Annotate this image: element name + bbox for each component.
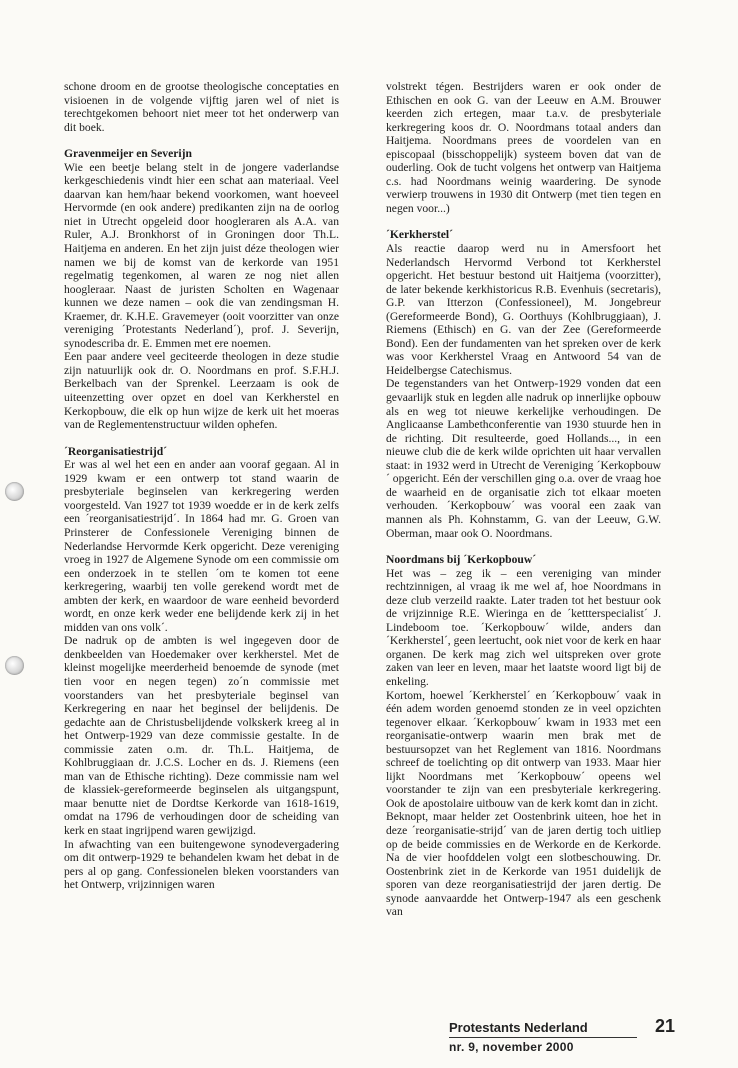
footer-divider: [449, 1037, 637, 1038]
publication-title: Protestants Nederland: [449, 1020, 588, 1035]
issue-info: nr. 9, november 2000: [449, 1040, 574, 1054]
continued-paragraph: volstrekt tégen. Bestrijders waren er ook onder de Ethischen en ook G. van der Leeuw en A.M. Brouwer keerden zich ertegen, maar t.a.v. de presbyteriale kerkregering koos dr. O. Noordmans totaal anders dan Haitjema. Noordmans prees de voordelen van en episcopaal (bisschoppelijk) systeem boven dat van de ouderling. Ook de tucht volgens het ontwerp van Haitjema c.s. had Noordmans weinig waardering. De synode verwierp trouwens in 1930 dit Ontwerp (met tien tegen en negen voor...): [386, 80, 661, 215]
paragraph: De tegenstanders van het Ontwerp-1929 vonden dat een gevaarlijk stuk en legden alle nadruk op innerlijke opbouw als en weg tot nieuwe kerkelijke verhoudingen. De Anglicaanse Lambethconferentie van 1930 stuurde hen in de richting. Dit resulteerde, goed Hollands..., in een nieuwe club die de kerk wilde oprichten uit haar vervallen staat: in 1932 werd in Utrecht de Vereniging ´Kerkopbouw´ opgericht. Eén der verschillen ging o.a. over de vraag hoe de waarheid en de organisatie zich tot elkaar moeten verhouden. ´Kerkopbouw´ was vooral een zaak van mannen als Ph. Kohnstamm, G. van der Leeuw, G.W. Oberman, maar ook O. Noordmans.: [386, 377, 661, 540]
heading-noordmans-kerkopbouw: Noordmans bij ´Kerkopbouw´: [386, 553, 537, 567]
paragraph: Het was – zeg ik – een vereniging van minder rechtzinnigen, al vraag ik me wel af, hoe Noordmans in deze club verzeild raakte. Later traden tot het bestuur ook de vrijzinnige R.E. Wieringa en de ´kettterspecialist´ J. Lindeboom toe. ´Kerkopbouw´ wilde, anders dan ´Kerkherstel´, geen leertucht, ook niet voor de kerk en haar organen. De kerk mag zich wel uitspreken over grote zaken van leer en leven, maar het laatste woord ligt bij de enkeling.: [386, 566, 661, 688]
paragraph: Wie een beetje belang stelt in de jongere vaderlandse kerkgeschiedenis vindt hier een schat aan materiaal. Veel daarvan kan hem/haar bekend voorkomen, want hoeveel Hervormde (en ook andere) predikanten zijn na de oorlog niet in Utrecht opgeleid door hoogleraren als A.A. van Ruler, A.J. Bronkhorst of in Groningen door Th.L. Haitjema en anderen. En het zijn juist déze theologen wier namen we bij de komst van de kerkorde van 1951 regelmatig tegenkomen, al waren ze nog niet allen hoogleraar. Naast de juristen Scholten en Wagenaar kunnen we deze namen – ook die van zendingsman H. Kraemer, dr. K.H.E. Gravemeyer (ooit voorzitter van onze vereniging ´Protestants Nederland´), prof. J. Severijn, synodescriba dr. E. Emmen met ere noemen.: [64, 160, 339, 350]
heading-gravenmeijer-severijn: Gravenmeijer en Severijn: [64, 147, 192, 161]
left-column: [64, 80, 339, 892]
binder-hole-top: [5, 482, 24, 501]
intro-paragraph: schone droom en de grootse theologische conceptaties en visioenen in de volgende vijftig jaren wel of niet is terechtgekomen behoort niet meer tot het onderwerp van dit boek.: [64, 80, 339, 134]
paragraph: De nadruk op de ambten is wel ingegeven door de denkbeelden van Hoedemaker over kerkherstel. Met de kleinst mogelijke meerderheid benoemde de synode (met tien voor en negen tegen) zo´n commissie met voorstanders van het presbyteriale beginsel van Kerkregering en naar het beginsel der belijdenis. De gedachte aan de Christusbelijdende volkskerk kreeg al in het Ontwerp-1929 van deze commissie gestalte. In de commissie zaten o.m. dr. Th.L. Haitjema, de Kohlbruggiaan dr. J.C.S. Locher en ds. J. Riemens (een man van de Ethische richting). Deze commissie nam wel de klassiek-gereformeerde beginselen als uitgangspunt, maar benutte niet de Dordtse Kerkorde van 1618-1619, omdat na 1796 de verhoudingen door de scheiding van kerk en staat ingrijpend waren gewijzigd.: [64, 634, 339, 837]
paragraph: Kortom, hoewel ´Kerkherstel´ en ´Kerkopbouw´ vaak in één adem worden genoemd stonden ze in veel opzichten tegenover elkaar. ´Kerkopbouw´ kwam in 1933 met een reorganisatie-ontwerp waarin men brak met de bestuursopzet van het Reglement van 1816. Noordmans schreef de toelichting op dit ontwerp van 1933. Maar hier lijkt Noordmans met ´Kerkopbouw´ opeens wel voorstander te zijn van een presbyteriale kerkregering. Ook de apostolaire uitbouw van de kerk komt dan in zicht.: [386, 688, 661, 810]
heading-reorganisatiestrijd: ´Reorganisatiestrijd´: [64, 444, 168, 458]
right-column: [386, 80, 661, 919]
paragraph: Beknopt, maar helder zet Oostenbrink uiteen, hoe het in deze ´reorganisatie-strijd´ van de jaren dertig toch uitliep op de beide commissies en de Werkorde en de Kerkorde. Na de vier hoofddelen volgt een slotbeschouwing. Dr. Oostenbrink ziet in de Kerkorde van 1951 duidelijk de sporen van deze reorganisatiestrijd der jaren dertig. De synode aanvaardde het Ontwerp-1947 als een geschenk van: [386, 810, 661, 919]
paragraph: Er was al wel het een en ander aan vooraf gegaan. Al in 1929 kwam er een ontwerp tot stand waarin de presbyteriale beginselen van kerkregering werden voorgesteld. Van 1927 tot 1939 woedde er in de kerk zelfs een ´reorganisatiestrijd´. In 1864 had mr. G. Groen van Prinsterer de Confessionele Vereniging binnen de Nederlandse Hervormde Kerk opgericht. Deze vereniging vroeg in 1927 de Algemene Synode om een commissie om een onderzoek in te stellen ´om te komen tot eene kerkregering, waarbij ten volle gerekend wordt met de ambten der kerk, en waardoor de ware eenheid bevorderd wordt, en onze kerk weder ene belijdende kerk zij in het midden van ons volk´.: [64, 458, 339, 634]
paragraph: Een paar andere veel geciteerde theologen in deze studie zijn natuurlijk ook dr. O. Noordmans en prof. S.F.H.J. Berkelbach van der Sprenkel. Leerzaam is ook de uiteenzetting over opzet en doel van Kerkherstel en Kerkopbouw, die elk op hun wijze de kerk uit het moeras van de Reglementenstructuur wilden ophefen.: [64, 350, 339, 432]
paragraph: In afwachting van een buitengewone synodevergadering om dit ontwerp-1929 te behandelen kwam het debat in de pers al op gang. Confessionelen bleken voorstanders van het Ontwerp, vrijzinnigen waren: [64, 837, 339, 892]
binder-hole-bottom: [5, 656, 24, 675]
heading-kerkherstel: ´Kerkherstel´: [386, 228, 453, 242]
paragraph: Als reactie daarop werd nu in Amersfoort het Nederlandsch Hervormd Verbond tot Kerkherstel opgericht. Het bestuur bestond uit Haitjema (voorzitter), de later bekende kerkhistoricus R.B. Evenhuis (secretaris), G.P. van Itterzon (Confessioneel), M. Jongebreur (Gereformeerde Bond), G. Oorthuys (Kohlbruggiaan), J. Riemens (Ethisch) en G. van der Zee (Gereformeerde Bond). Een der fundamenten van het spreken over de kerk was voor Kerkherstel Vraag en Antwoord 54 van de Heidelbergse Catechismus.: [386, 242, 661, 377]
page-number: 21: [655, 1016, 676, 1036]
